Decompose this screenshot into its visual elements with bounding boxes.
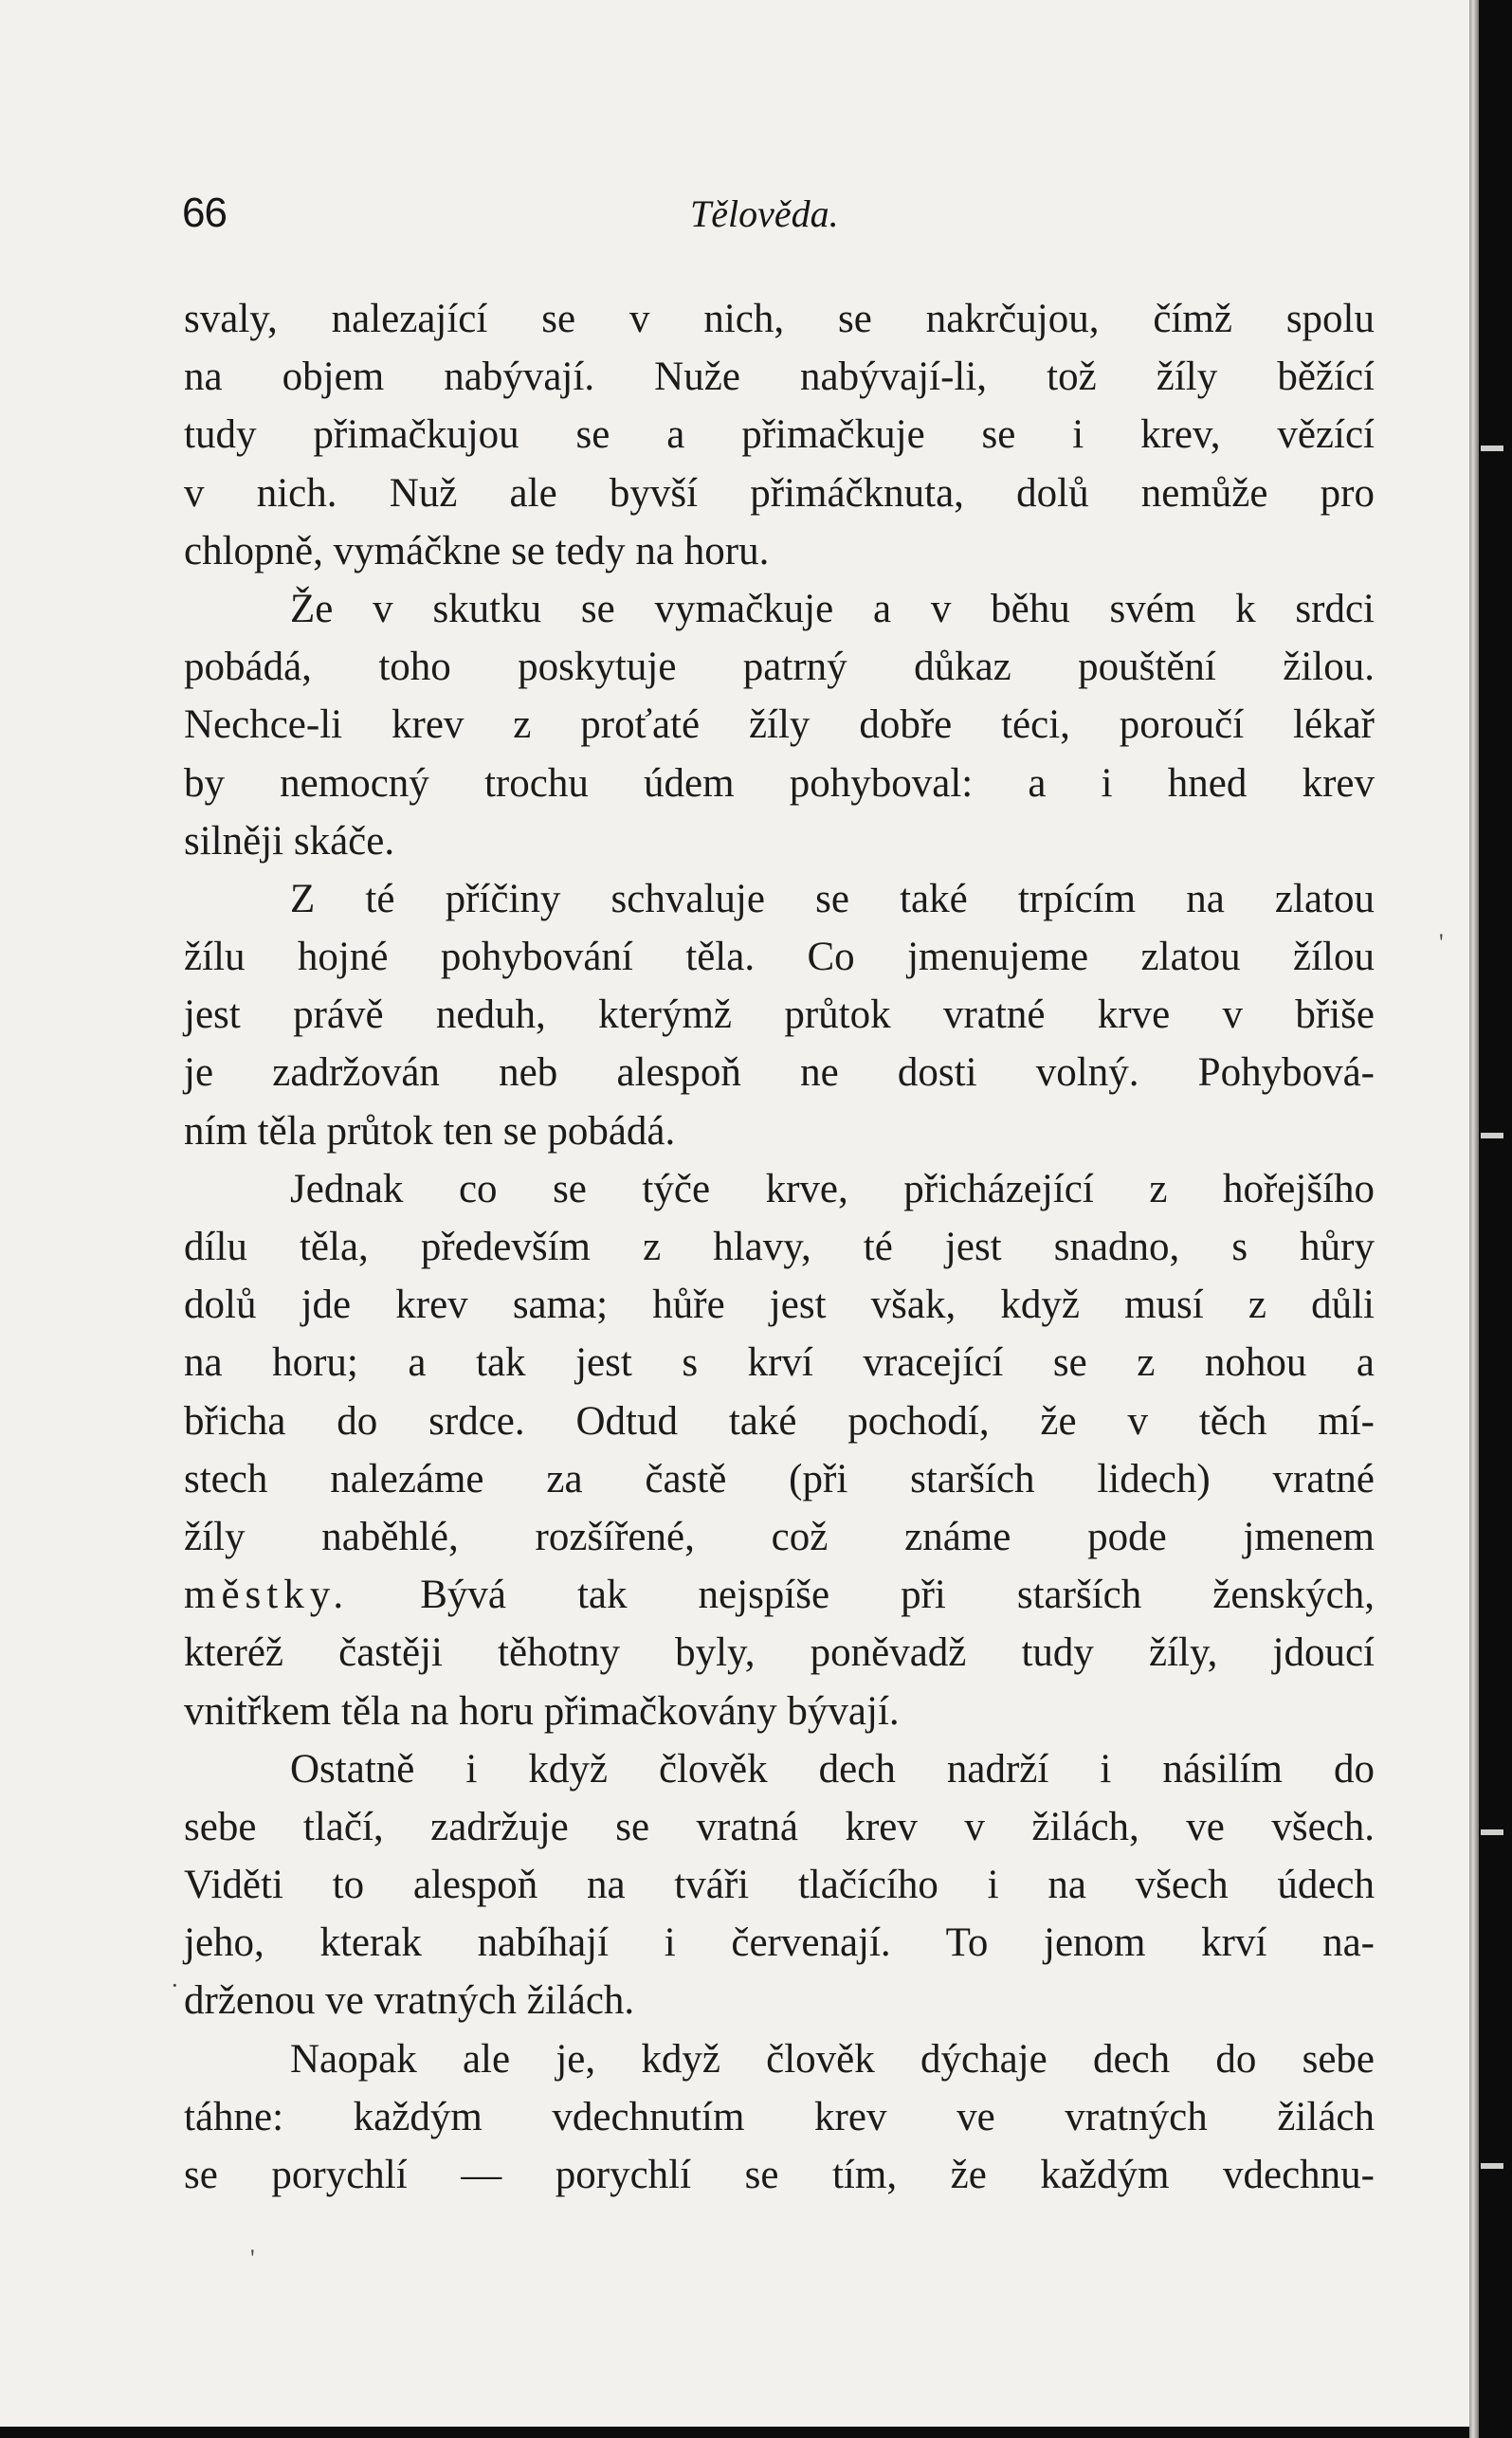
text-line: Ostatně i když člověk dech nadrží i násilím do: [290, 1746, 1375, 1792]
text-line: Viděti to alespoň na tváři tlačícího i na všech údech: [184, 1863, 1375, 1908]
page-edge: [1469, 0, 1479, 2438]
text-line: stech nalezáme za častě (při starších lidech) vratné: [184, 1456, 1375, 1501]
spaced-emphasis-word: městky.: [184, 1573, 350, 1618]
text-line: svaly, nalezající se v nich, se nakrčujou, čímž spolu: [184, 297, 1375, 341]
page-number: 66: [182, 190, 227, 236]
text-line: sebe tlačí, zadržuje se vratná krev v žilách, ve všech.: [184, 1804, 1375, 1849]
text-line: na objem nabývají. Nuže nabývají-li, tož žíly běžící: [184, 355, 1375, 400]
text-line: na horu; a tak jest s krví vracející se z nohou a: [184, 1340, 1375, 1386]
stray-mark: ': [250, 2245, 255, 2272]
text-line: je zadržován neb alespoň ne dosti volný. Pohybová-: [184, 1050, 1375, 1096]
text-line: chlopně, vymáčkne se tedy na horu.: [184, 528, 770, 573]
text-line: vnitřkem těla na horu přimačkovány bývají.: [184, 1688, 900, 1734]
text-line: dílu těla, především z hlavy, té jest snadno, s hůry: [184, 1225, 1375, 1269]
text-line: Z té příčiny schvaluje se také trpícím na zlatou: [290, 876, 1375, 921]
text-line: se porychlí — porychlí se tím, že každým vdechnu-: [184, 2153, 1375, 2197]
edge-tab-mark: [1481, 1829, 1503, 1835]
text-line: Že v skutku se vymačkuje a v běhu svém k srdci: [290, 586, 1375, 631]
edge-tab-mark: [1481, 2163, 1503, 2169]
text-line: jest právě neduh, kterýmž průtok vratné krve v břiše: [184, 992, 1375, 1038]
text-line: žíly naběhlé, rozšířené, což známe pode jmenem: [184, 1514, 1375, 1559]
text-line: táhne: každým vdechnutím krev ve vratných žilách: [184, 2094, 1375, 2139]
text-line: žílu hojné pohybování těla. Co jmenujeme zlatou žílou: [184, 935, 1375, 980]
text-line: by nemocný trochu údem pohyboval: a i hned krev: [184, 760, 1375, 806]
text-line-rest: Bývá tak nejspíše při starších ženských,: [349, 1573, 1375, 1618]
text-line: ním těla průtok ten se pobádá.: [184, 1108, 676, 1154]
text-line: kteréž častěji těhotny byly, poněvadž tudy žíly, jdoucí: [184, 1630, 1375, 1676]
running-title: Tělověda.: [690, 192, 839, 235]
text-line: Naopak ale je, když člověk dýchaje dech do sebe: [290, 2036, 1375, 2082]
text-line: břicha do srdce. Odtud také pochodí, že v těch mí-: [184, 1398, 1375, 1444]
text-line: silněji skáče.: [184, 818, 395, 864]
text-line: dolů jde krev sama; hůře jest však, když musí z důli: [184, 1283, 1375, 1328]
edge-tab-mark: [1481, 446, 1503, 451]
body-text: [184, 290, 1375, 2204]
text-line: jeho, kterak nabíhají i červenají. To jenom krví na-: [184, 1920, 1375, 1966]
text-line: v nich. Nuž ale byvší přimáčknuta, dolů nemůže pro: [184, 470, 1375, 516]
edge-tab-mark: [1481, 1133, 1503, 1138]
text-line: Nechce-li krev z proťaté žíly dobře téci, poroučí lékař: [184, 702, 1375, 748]
page-header: [182, 190, 1376, 256]
text-line-spaced: [184, 1566, 1375, 1624]
text-line: Jednak co se týče krve, přicházející z hořejšího: [290, 1166, 1375, 1211]
text-line: tudy přimačkujou se a přimačkuje se i krev, vězící: [184, 412, 1375, 458]
stray-mark: ·: [171, 1972, 179, 1999]
stray-mark: ': [1439, 929, 1444, 956]
text-line: drženou ve vratných žilách.: [184, 1978, 635, 2024]
text-line: pobádá, toho poskytuje patrný důkaz pouštění žilou.: [184, 645, 1375, 690]
